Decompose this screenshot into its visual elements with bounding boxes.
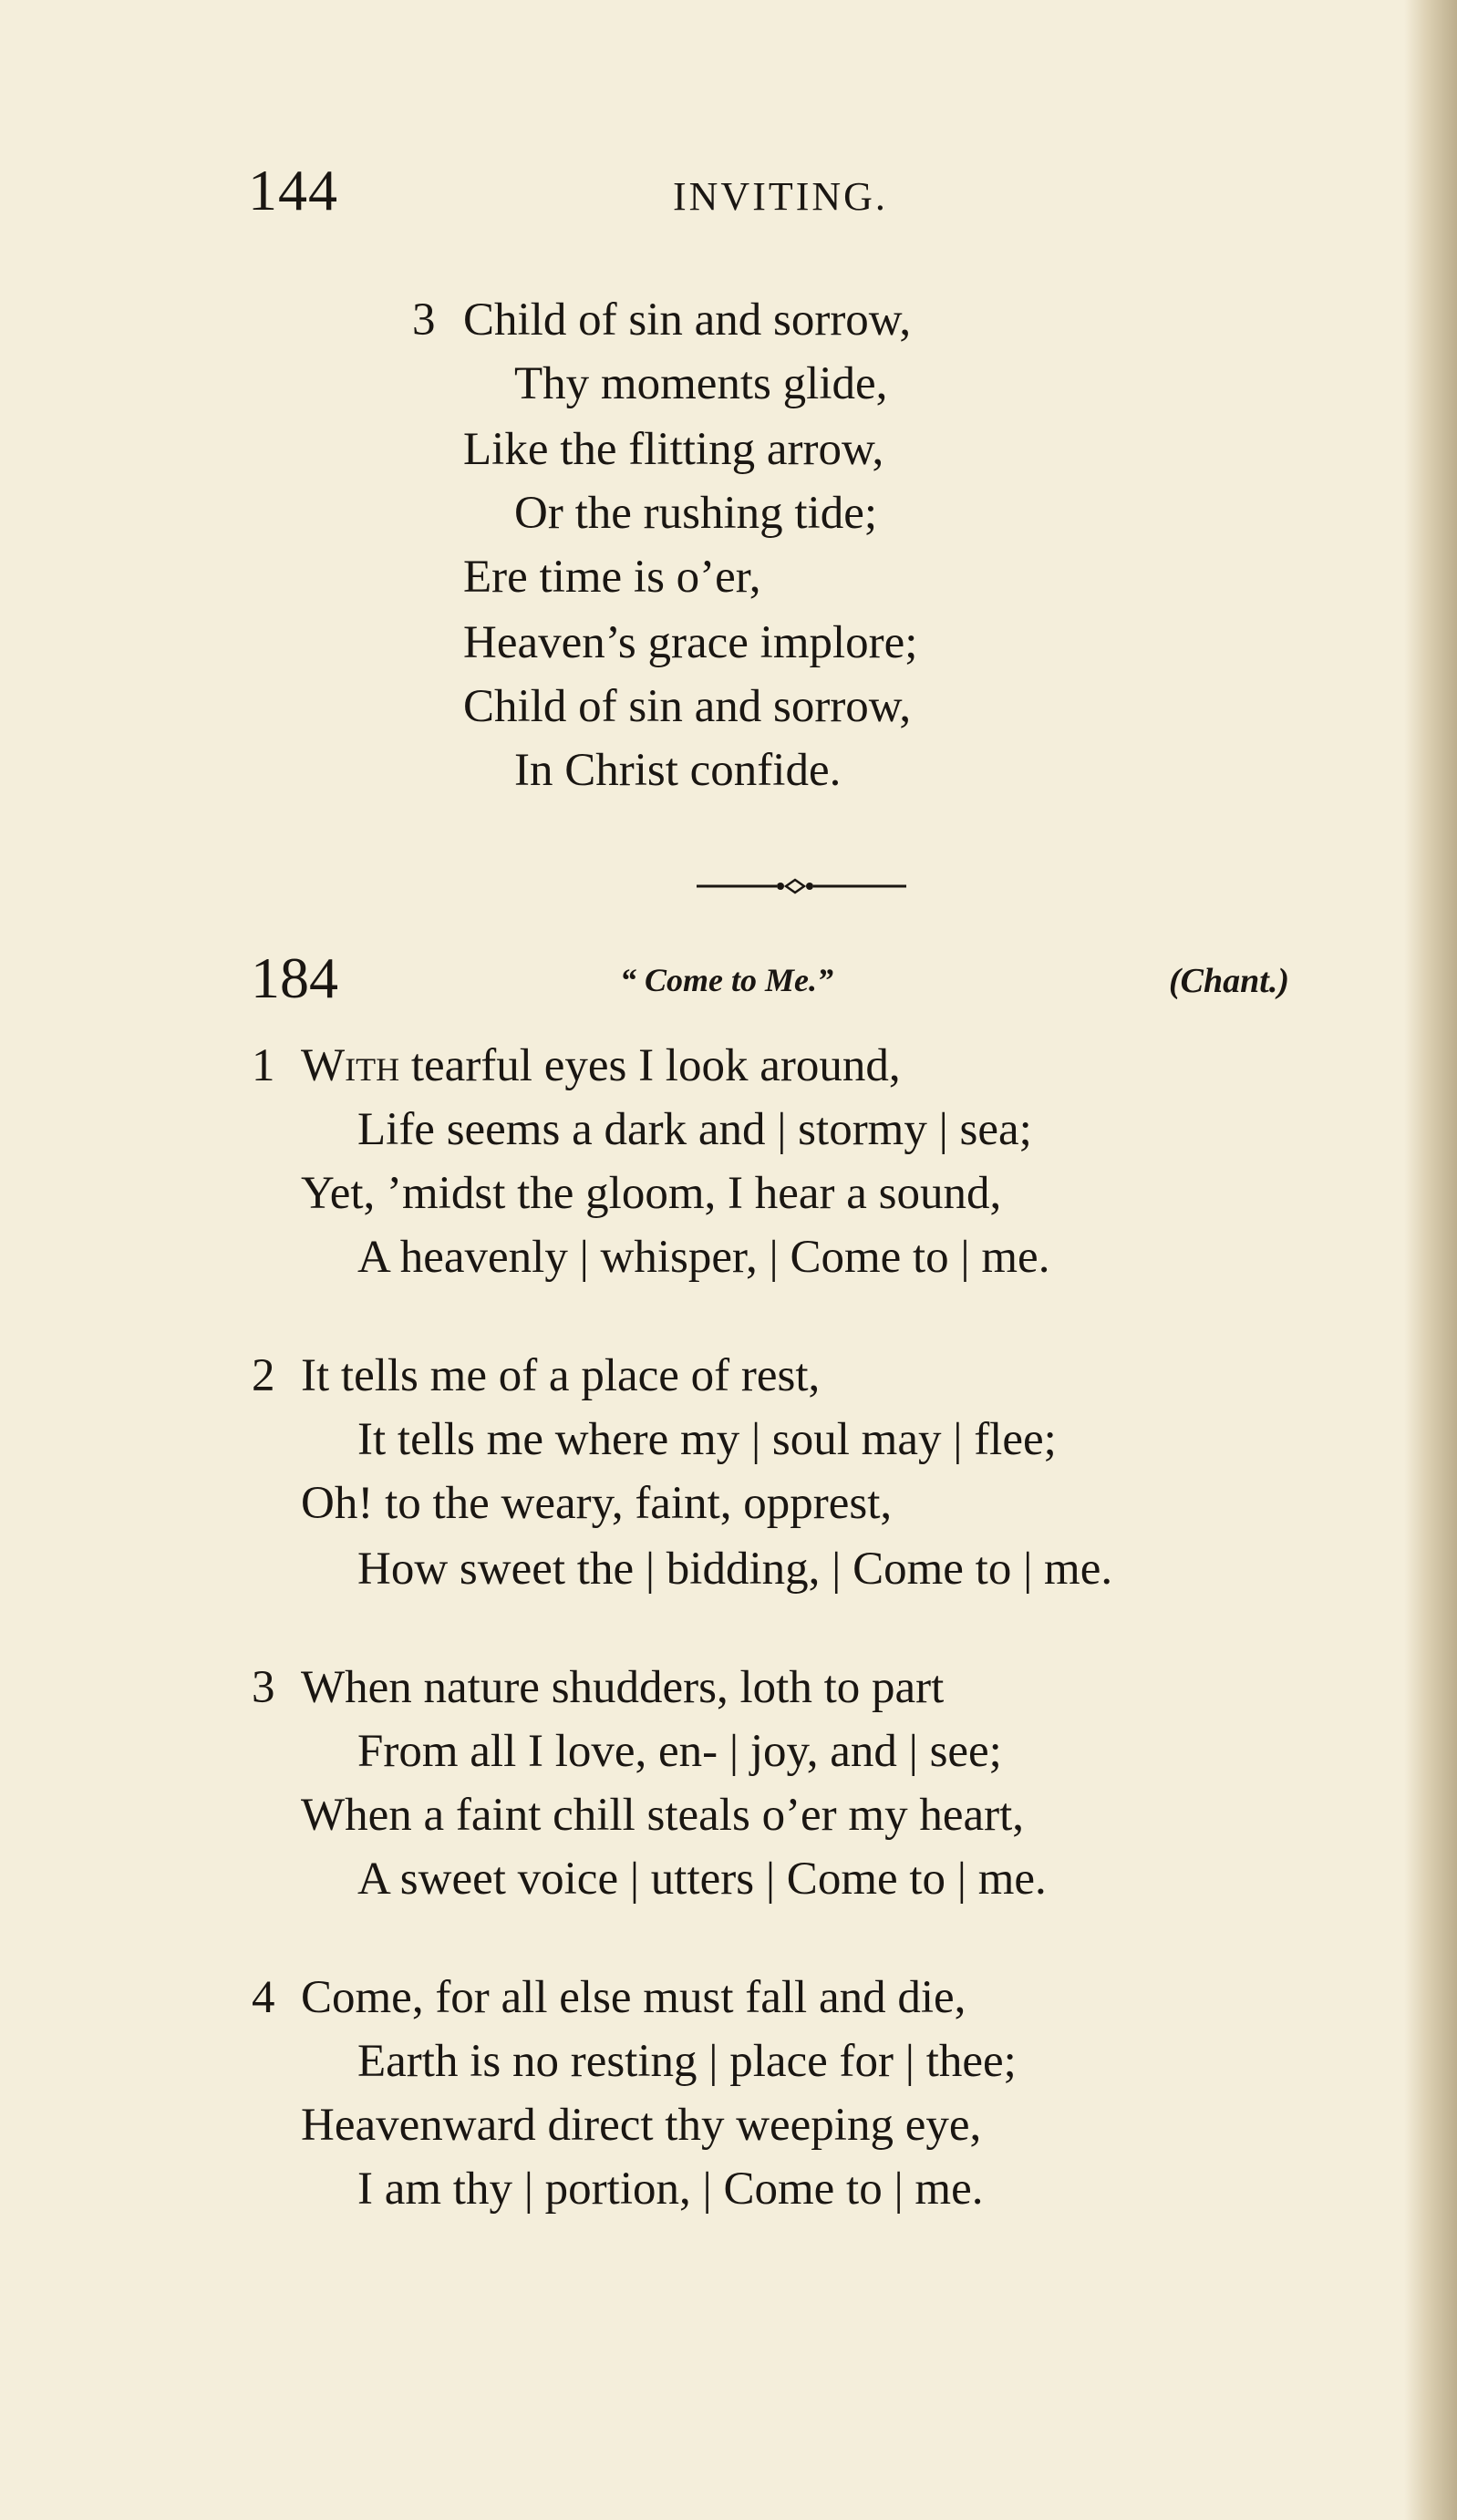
stanza-number: 4 <box>252 1972 275 2023</box>
stanza-number: 2 <box>252 1350 275 1401</box>
page-number: 144 <box>248 158 338 222</box>
verse-line: Ere time is o’er, <box>463 552 761 603</box>
verse-line: When a faint chill steals o’er my heart, <box>301 1790 1025 1841</box>
verse-line: Life seems a dark and | stormy | sea; <box>357 1104 1032 1155</box>
verse-line: Or the rushing tide; <box>514 488 878 539</box>
verse-line <box>301 1040 901 1091</box>
verse-line-rest: tearful eyes I look around, <box>399 1040 901 1091</box>
verse-line: From all I love, en- | joy, and | see; <box>357 1726 1002 1777</box>
verse-line: Like the flitting arrow, <box>463 424 884 475</box>
verse-line: Child of sin and sorrow, <box>463 294 912 346</box>
verse-line: Heavenward direct thy weeping eye, <box>301 2100 982 2151</box>
verse-line: It tells me where my | soul may | flee; <box>357 1414 1057 1465</box>
verse-line: Earth is no resting | place for | thee; <box>357 2036 1017 2087</box>
verse-line: Child of sin and sorrow, <box>463 681 912 732</box>
hymn-number: 184 <box>251 945 338 1010</box>
verse-line: Oh! to the weary, faint, opprest, <box>301 1478 893 1529</box>
verse-line: Yet, ’midst the gloom, I hear a sound, <box>301 1168 1002 1219</box>
hymn-heading <box>0 945 1457 1017</box>
verse-line: Come, for all else must fall and die, <box>301 1972 966 2023</box>
verse-line: It tells me of a place of rest, <box>301 1350 821 1401</box>
verse-line: Thy moments glide, <box>514 358 888 409</box>
verse-line: Heaven’s grace implore; <box>463 617 918 668</box>
verse-line: How sweet the | bidding, | Come to | me. <box>357 1544 1113 1595</box>
first-word: With <box>301 1040 400 1091</box>
stanza-number: 1 <box>252 1040 275 1091</box>
ornament-divider <box>697 877 906 895</box>
verse-line: In Christ confide. <box>514 745 842 796</box>
verse-line: When nature shudders, loth to part <box>301 1662 945 1713</box>
stanza-number: 3 <box>412 294 436 346</box>
verse-line: I am thy | portion, | Come to | me. <box>357 2164 984 2215</box>
hymn-title: “ Come to Me.” <box>620 962 833 998</box>
running-title: INVITING. <box>673 174 888 219</box>
hymn-tune: (Chant.) <box>1169 962 1289 1000</box>
verse-line: A sweet voice | utters | Come to | me. <box>357 1854 1047 1905</box>
running-head <box>0 157 1457 230</box>
verse-line: A heavenly | whisper, | Come to | me. <box>357 1232 1050 1283</box>
stanza-number: 3 <box>252 1662 275 1713</box>
